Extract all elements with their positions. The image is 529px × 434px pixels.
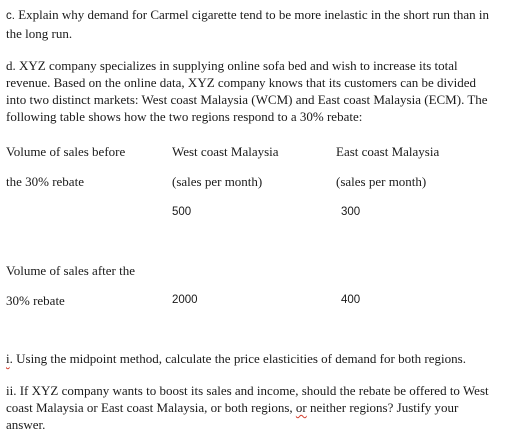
question-d-line-4: following table shows how the two regions respond to a 30% rebate: bbox=[6, 109, 363, 124]
sub-question-ii-line-3: answer. bbox=[6, 417, 46, 432]
sub-question-ii-line-2 bbox=[6, 399, 524, 416]
row-after-label-1: Volume of sales after the bbox=[6, 263, 135, 278]
after-east-value: 400 bbox=[341, 294, 361, 306]
sub-question-i-text: . Using the midpoint method, calculate the price elasticities of demand for both regions. bbox=[9, 351, 466, 366]
col-west-header: West coast Malaysia bbox=[172, 144, 279, 159]
sub-question-ii-line-1: ii. If XYZ company wants to boost its sales and income, should the rebate be offered to West bbox=[6, 383, 489, 398]
grammar-flag-or: or bbox=[295, 400, 307, 415]
sub-question-ii-line-2-end: neither regions? Justify your bbox=[306, 400, 459, 415]
question-d-line-1: d. XYZ company specializes in supplying online sofa bed and wish to increase its total bbox=[6, 58, 458, 73]
row-before-label-2: the 30% rebate bbox=[6, 174, 84, 189]
question-d bbox=[6, 57, 524, 125]
question-c-label: c. bbox=[6, 10, 15, 22]
sub-question-ii-line-2-start: coast Malaysia or East coast Malaysia, or both regions, bbox=[6, 400, 296, 415]
sub-question-i bbox=[6, 351, 466, 367]
col-east-header: East coast Malaysia bbox=[336, 144, 440, 159]
row-before-label-1: Volume of sales before bbox=[6, 144, 126, 159]
question-d-line-2: revenue. Based on the online data, XYZ company knows that its customers can be divided bbox=[6, 75, 477, 90]
before-west-value: 500 bbox=[172, 206, 192, 218]
question-c-line-2: the long run. bbox=[6, 26, 73, 41]
sub-question-ii bbox=[6, 382, 524, 433]
question-c-text: Explain why demand for Carmel cigarette tend to be more inelastic in the short run than in bbox=[14, 7, 489, 22]
after-west-value: 2000 bbox=[172, 294, 198, 306]
col-west-subheader: (sales per month) bbox=[172, 174, 263, 189]
before-east-value: 300 bbox=[341, 206, 361, 218]
row-after-label-2: 30% rebate bbox=[6, 293, 65, 308]
question-c bbox=[6, 6, 524, 42]
question-d-line-3: into two distinct markets: West coast Malaysia (WCM) and East coast Malaysia (ECM). The bbox=[6, 92, 488, 107]
spelling-flag-i: i bbox=[6, 351, 10, 366]
question-c-line-1 bbox=[6, 6, 524, 25]
col-east-subheader: (sales per month) bbox=[336, 174, 427, 189]
